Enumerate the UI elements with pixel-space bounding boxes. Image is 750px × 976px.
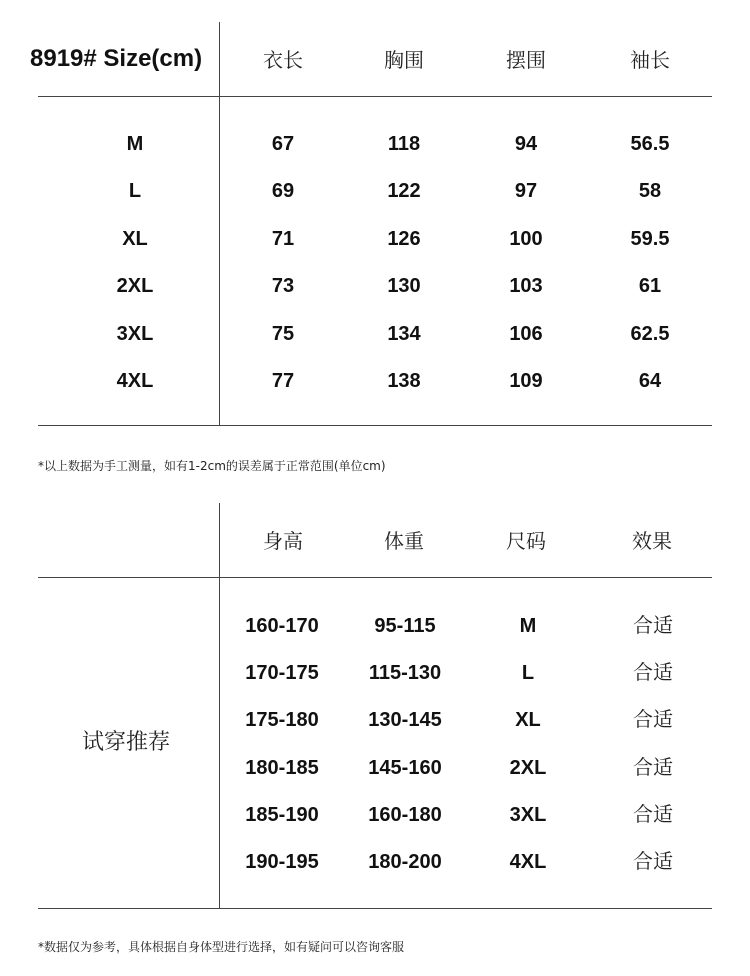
size-cell: XL [515, 709, 541, 731]
effect-cell: 合适 [633, 755, 673, 779]
height-cell: 175-180 [245, 709, 319, 731]
hem-cell: 94 [514, 133, 538, 155]
recommend-header-weight: 体重 [384, 529, 424, 553]
hem-cell: 106 [509, 323, 543, 345]
height-cell: 170-175 [245, 662, 319, 684]
recommend-table-bottom-rule [38, 908, 712, 909]
height-cell: 190-195 [245, 851, 319, 873]
chest-cell: 134 [387, 323, 421, 345]
reference-note: *数据仅为参考，具体根据自身体型进行选择，如有疑问可以咨询客服 [38, 940, 405, 954]
sleeve-cell: 58 [638, 180, 662, 202]
hem-cell: 109 [509, 370, 543, 392]
height-cell: 160-170 [245, 615, 319, 637]
weight-cell: 115-130 [368, 662, 442, 684]
size-table-header-rule [38, 96, 712, 97]
recommend-label: 试穿推荐 [82, 730, 171, 755]
weight-cell: 95-115 [374, 615, 436, 637]
size-cell: 2XL [116, 275, 154, 297]
weight-cell: 160-180 [368, 804, 442, 826]
weight-cell: 145-160 [368, 757, 442, 779]
hem-cell: 97 [514, 180, 538, 202]
length-cell: 73 [271, 275, 295, 297]
chest-cell: 122 [387, 180, 421, 202]
size-cell: L [128, 180, 142, 202]
size-header-hem: 摆围 [506, 48, 546, 72]
weight-cell: 180-200 [368, 851, 442, 873]
height-cell: 185-190 [245, 804, 319, 826]
recommend-header-size: 尺码 [506, 529, 546, 553]
length-cell: 75 [271, 323, 295, 345]
recommend-table-header-rule [38, 577, 712, 578]
hem-cell: 103 [509, 275, 543, 297]
effect-cell: 合适 [633, 849, 673, 873]
length-cell: 67 [271, 133, 295, 155]
size-cell: 2XL [509, 757, 547, 779]
measurement-note: *以上数据为手工测量，如有1-2cm的误差属于正常范围(单位cm) [38, 459, 386, 473]
size-cell: M [126, 133, 144, 155]
size-cell: 4XL [509, 851, 547, 873]
effect-cell: 合适 [633, 802, 673, 826]
chest-cell: 138 [387, 370, 421, 392]
sleeve-cell: 62.5 [630, 323, 670, 345]
size-cell: XL [122, 228, 148, 250]
size-table-bottom-rule [38, 425, 712, 426]
sleeve-cell: 59.5 [630, 228, 670, 250]
effect-cell: 合适 [633, 707, 673, 731]
size-cell: 3XL [116, 323, 154, 345]
effect-cell: 合适 [633, 613, 673, 637]
length-cell: 69 [271, 180, 295, 202]
chest-cell: 126 [387, 228, 421, 250]
size-cell: 3XL [509, 804, 547, 826]
sleeve-cell: 61 [638, 275, 662, 297]
effect-cell: 合适 [633, 660, 673, 684]
hem-cell: 100 [509, 228, 543, 250]
height-cell: 180-185 [245, 757, 319, 779]
size-cell: M [519, 615, 537, 637]
recommend-header-effect: 效果 [632, 529, 672, 553]
size-table-title: 8919# Size(cm) [30, 45, 203, 72]
length-cell: 77 [271, 370, 295, 392]
weight-cell: 130-145 [368, 709, 442, 731]
chest-cell: 118 [387, 133, 421, 155]
length-cell: 71 [271, 228, 295, 250]
sleeve-cell: 56.5 [630, 133, 670, 155]
recommend-header-height: 身高 [263, 529, 303, 553]
size-header-chest: 胸围 [384, 48, 424, 72]
chest-cell: 130 [387, 275, 421, 297]
size-cell: 4XL [116, 370, 154, 392]
sleeve-cell: 64 [638, 370, 662, 392]
size-header-length: 衣长 [263, 48, 303, 72]
recommend-table-divider-vertical [219, 503, 220, 909]
size-table-divider-vertical [219, 22, 220, 426]
size-header-sleeve: 袖长 [630, 48, 670, 72]
size-cell: L [521, 662, 535, 684]
